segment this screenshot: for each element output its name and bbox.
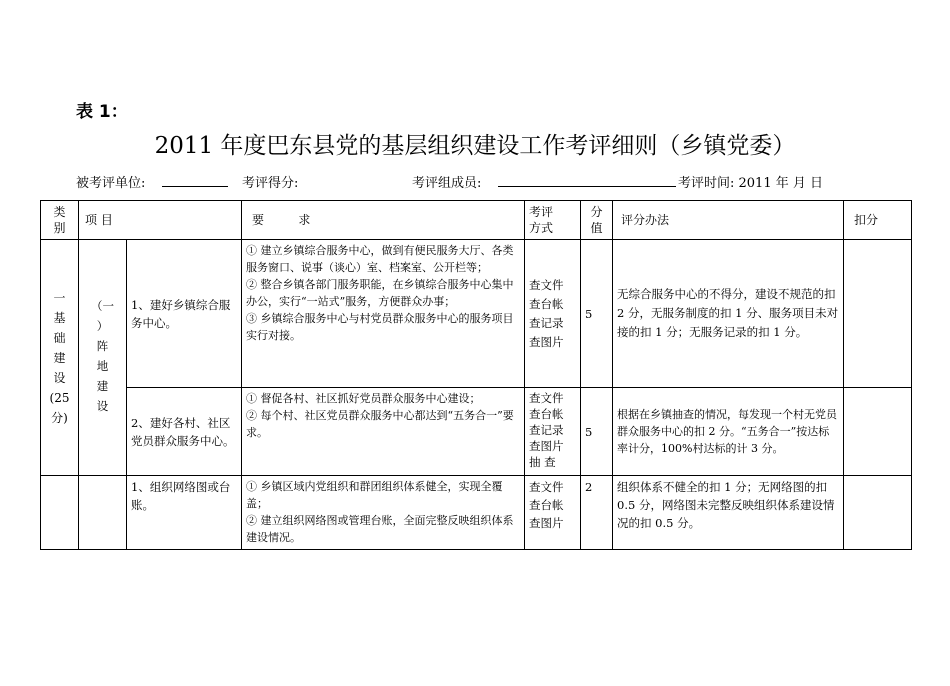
table-row <box>41 388 912 476</box>
deduct-cell <box>844 240 912 388</box>
item-cell: 2、建好各村、社区党员群众服务中心。 <box>127 388 242 476</box>
method-cell: 查文件 查台帐 查图片 <box>525 476 581 550</box>
points-cell: 5 <box>581 388 613 476</box>
method-cell: 查文件 查台帐 查记录 查图片 <box>525 240 581 388</box>
scoring-cell: 组织体系不健全的扣 1 分；无网络图的扣 0.5 分，网络图未完整反映组织体系建设情况的扣 0.5 分。 <box>613 476 844 550</box>
subcategory-cell <box>79 476 127 550</box>
document-title: 2011 年度巴东县党的基层组织建设工作考评细则（乡镇党委） <box>154 133 796 159</box>
header-row <box>41 201 912 240</box>
subcategory-cell-position-construction: （一 ） 阵 地 建 设 <box>79 240 127 476</box>
item-cell: 1、建好乡镇综合服务中心。 <box>127 240 242 388</box>
table-row <box>41 476 912 550</box>
table-number-label: 表 1： <box>76 102 128 122</box>
method-cell: 查文件 查台帐 查记录 查图片 抽 查 <box>525 388 581 476</box>
deduct-cell <box>844 476 912 550</box>
item-cell: 1、组织网络图或台账。 <box>127 476 242 550</box>
points-cell: 2 <box>581 476 613 550</box>
header-deduct: 扣分 <box>844 201 912 240</box>
team-members-label: 考评组成员: <box>412 176 482 191</box>
header-scoring: 评分办法 <box>613 201 844 240</box>
table-row <box>41 240 912 388</box>
header-project: 项 目 <box>79 201 242 240</box>
category-cell-basic-construction: 一 基 础 建 设 (25 分) <box>41 240 79 476</box>
header-category: 类 别 <box>41 201 79 240</box>
evaluated-unit-blank <box>162 186 228 187</box>
evaluation-table <box>40 200 912 550</box>
requirement-cell: ① 督促各村、社区抓好党员群众服务中心建设； ② 每个村、社区党员群众服务中心都达到“五务合一”要求。 <box>242 388 525 476</box>
score-label: 考评得分: <box>242 176 299 191</box>
requirement-cell: ① 乡镇区域内党组织和群团组织体系健全，实现全覆盖； ② 建立组织网络图或管理台账，全面完整反映组织体系建设情况。 <box>242 476 525 550</box>
header-points: 分 值 <box>581 201 613 240</box>
evaluated-unit-label: 被考评单位: <box>76 176 146 191</box>
header-method: 考评 方式 <box>525 201 581 240</box>
category-cell <box>41 476 79 550</box>
team-members-blank <box>498 186 676 187</box>
evaluation-time-label: 考评时间: 2011 年 月 日 <box>678 176 823 191</box>
requirement-cell: ① 建立乡镇综合服务中心，做到有便民服务大厅、各类服务窗口、说事（谈心）室、档案室、公开栏等； ② 整合乡镇各部门服务职能，在乡镇综合服务中心集中办公，实行“一站式”服务，方便群众办事； ③ 乡镇综合服务中心与村党员群众服务中心的服务项目实行对接。 <box>242 240 525 388</box>
header-requirement: 要 求 <box>242 201 525 240</box>
points-cell: 5 <box>581 240 613 388</box>
scoring-cell: 无综合服务中心的不得分，建设不规范的扣 2 分，无服务制度的扣 1 分、服务项目未对接的扣 1 分；无服务记录的扣 1 分。 <box>613 240 844 388</box>
scoring-cell: 根据在乡镇抽查的情况，每发现一个村无党员群众服务中心的扣 2 分。“五务合一”按达标率计分，100%村达标的计 3 分。 <box>613 388 844 476</box>
deduct-cell <box>844 388 912 476</box>
